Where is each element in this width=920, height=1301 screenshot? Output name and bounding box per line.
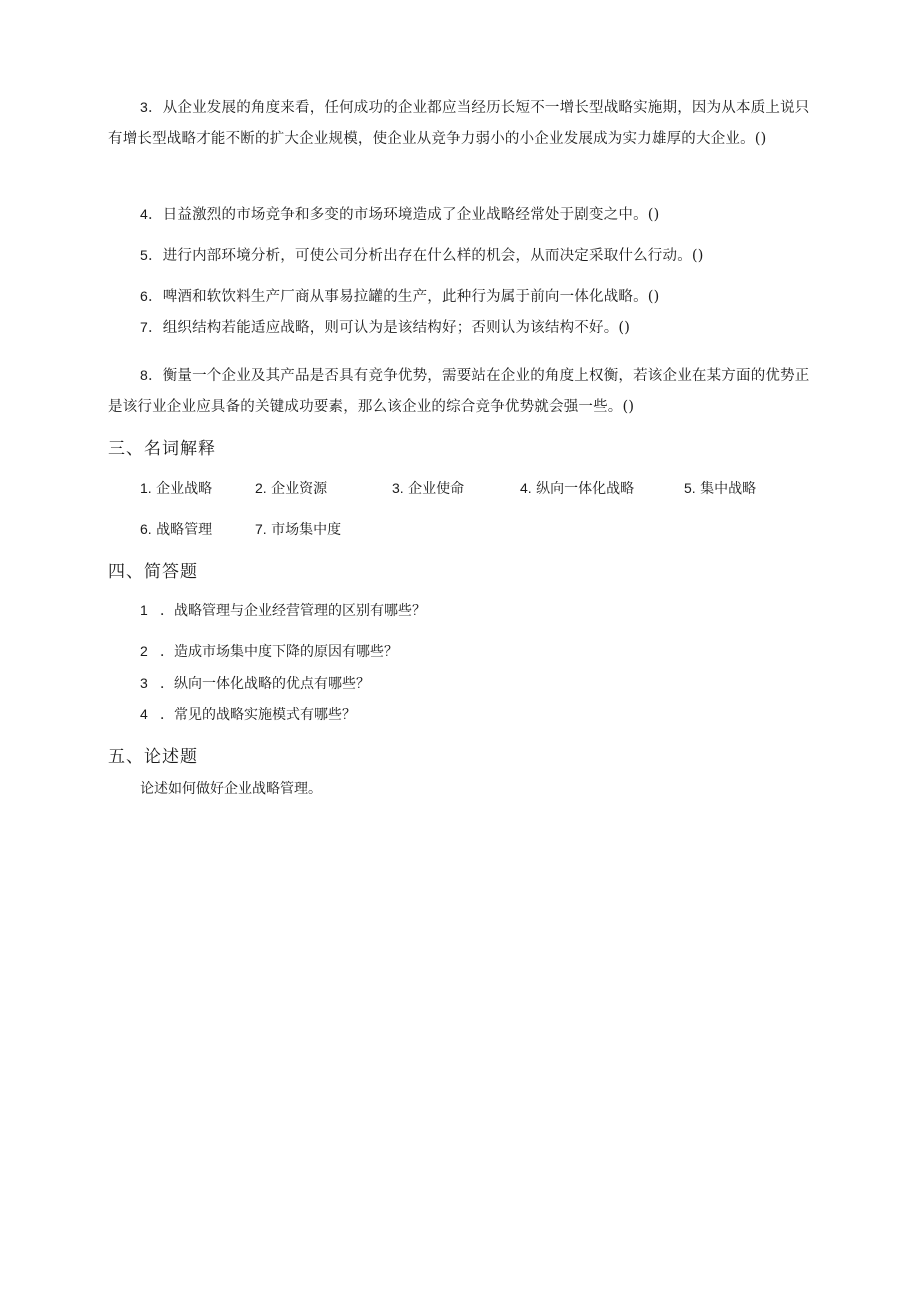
item-text: ．从企业发展的角度来看，任何成功的企业都应当经历长短不一增长型战略实施期，因为从本质上说只有增长型战略才能不断的扩大企业规模，使企业从竞争力弱小的小企业发展成为实力雄厚的大企业。() [108, 100, 810, 147]
item-number: 5 [140, 247, 148, 263]
question-item: 1 ．战略管理与企业经营管理的区别有哪些？ [140, 602, 426, 619]
item-text: ．衡量一个企业及其产品是否具有竞争优势，需要站在企业的角度上权衡，若该企业在某方面的优势正是该行业企业应具备的关键成功要素，那么该企业的综合竞争优势就会强一些。() [108, 368, 810, 415]
item-number: 3 [140, 99, 148, 115]
section-title-short-answer: 四、简答题 [108, 562, 198, 582]
judgement-item-5 [140, 240, 830, 272]
item-text: ．日益激烈的市场竞争和多变的市场环境造成了企业战略经常处于剧变之中。() [148, 207, 660, 223]
judgement-item-3 [108, 92, 820, 155]
item-text: ．进行内部环境分析，可使公司分析出存在什么样的机会，从而决定采取什么行动。() [148, 248, 704, 264]
question-item: 4 ．常见的战略实施模式有哪些？ [140, 706, 356, 723]
item-number: 6 [140, 288, 148, 304]
question-item: 3 ．纵向一体化战略的优点有哪些？ [140, 675, 370, 692]
term-item: 6. 战略管理 [140, 521, 213, 538]
item-number: 8 [140, 367, 148, 383]
section-title-essay: 五、论述题 [108, 747, 198, 767]
term-item: 3. 企业使命 [392, 480, 465, 497]
judgement-item-8 [108, 360, 820, 423]
term-item: 4. 纵向一体化战略 [520, 480, 635, 497]
judgement-item-7 [140, 312, 830, 344]
judgement-item-6 [140, 281, 830, 313]
essay-question: 论述如何做好企业战略管理。 [140, 781, 322, 797]
judgement-item-4 [140, 199, 830, 231]
item-text: ．组织结构若能适应战略，则可认为是该结构好；否则认为该结构不好。() [148, 320, 631, 336]
item-number: 4 [140, 206, 148, 222]
section-title-terms: 三、名词解释 [108, 439, 216, 459]
question-item: 2 ．造成市场集中度下降的原因有哪些？ [140, 643, 398, 660]
item-text: ．啤酒和软饮料生产厂商从事易拉罐的生产，此种行为属于前向一体化战略。() [148, 289, 660, 305]
term-item: 2. 企业资源 [255, 480, 328, 497]
item-number: 7 [140, 319, 148, 335]
term-item: 5. 集中战略 [684, 480, 757, 497]
term-item: 7. 市场集中度 [255, 521, 342, 538]
term-item: 1. 企业战略 [140, 480, 213, 497]
